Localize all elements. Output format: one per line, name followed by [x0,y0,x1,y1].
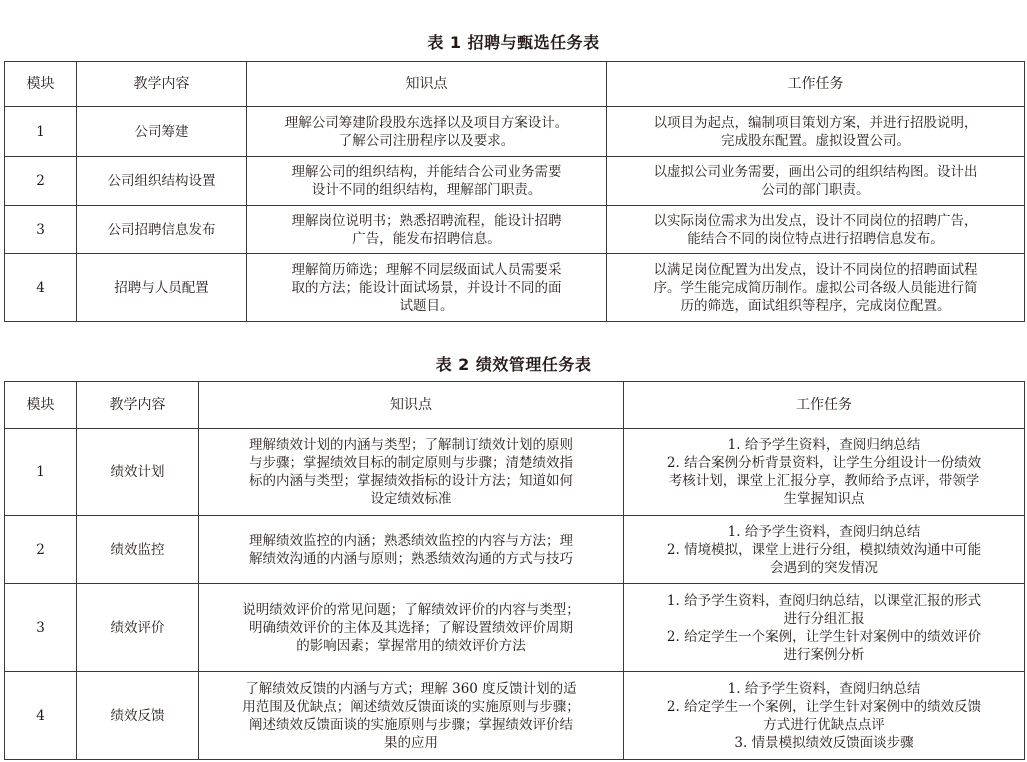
task-cell: 以满足岗位配置为出发点，设计不同岗位的招聘面试程 序。学生能完成简历制作。虚拟公司各级人员能进行简 历的筛选，面试组织等程序，完成岗位配置。 [607,254,1025,322]
knowledge-cell: 理解绩效监控的内涵；熟悉绩效监控的内容与方法；理 解绩效沟通的内涵与原则；熟悉绩效沟通的方式与技巧 [199,516,624,584]
table-row [5,254,1025,322]
task-cell: 1. 给予学生资料，查阅归纳总结 2. 情境模拟，课堂上进行分组，模拟绩效沟通中可能 会遇到的突发情况 [624,516,1025,584]
knowledge-cell: 了解绩效反馈的内涵与方式；理解 360 度反馈计划的适 用范围及优缺点；阐述绩效反馈面谈的实施原则与步骤； 阐述绩效反馈面谈的实施原则与步骤；掌握绩效评价结 果的应用 [199,672,624,760]
module-cell: 2 [5,157,77,206]
header-content: 教学内容 [77,382,199,429]
header-module: 模块 [5,382,77,429]
content-cell: 公司筹建 [77,107,247,157]
task-cell: 1. 给予学生资料，查阅归纳总结，以课堂汇报的形式 进行分组汇报 2. 给定学生一个案例，让学生针对案例中的绩效评价 进行案例分析 [624,584,1025,672]
knowledge-cell: 说明绩效评价的常见问题；了解绩效评价的内容与类型； 明确绩效评价的主体及其选择；了解设置绩效评价周期 的影响因素；掌握常用的绩效评价方法 [199,584,624,672]
content-cell: 招聘与人员配置 [77,254,247,322]
header-module: 模块 [5,62,77,107]
content-cell: 绩效监控 [77,516,199,584]
content-cell: 绩效评价 [77,584,199,672]
table-row [5,206,1025,254]
header-content: 教学内容 [77,62,247,107]
header-task: 工作任务 [624,382,1025,429]
module-cell: 4 [5,254,77,322]
table-header-row [5,62,1025,107]
header-knowledge: 知识点 [199,382,624,429]
module-cell: 3 [5,206,77,254]
header-knowledge: 知识点 [247,62,607,107]
knowledge-cell: 理解岗位说明书；熟悉招聘流程，能设计招聘 广告，能发布招聘信息。 [247,206,607,254]
header-task: 工作任务 [607,62,1025,107]
task-cell: 1. 给予学生资料，查阅归纳总结 2. 给定学生一个案例，让学生针对案例中的绩效反馈 方式进行优缺点点评 3. 情景模拟绩效反馈面谈步骤 [624,672,1025,760]
content-cell: 绩效反馈 [77,672,199,760]
knowledge-cell: 理解绩效计划的内涵与类型；了解制订绩效计划的原则 与步骤；掌握绩效目标的制定原则与步骤；清楚绩效指 标的内涵与类型；掌握绩效指标的设计方法；知道如何 设定绩效标准 [199,429,624,516]
knowledge-cell: 理解简历筛选；理解不同层级面试人员需要采 取的方法；能设计面试场景，并设计不同的面 试题目。 [247,254,607,322]
table-header-row [5,382,1025,429]
content-cell: 绩效计划 [77,429,199,516]
table2-title: 表 2 绩效管理任务表 [435,355,592,374]
content-cell: 公司组织结构设置 [77,157,247,206]
performance-task-table [4,381,1025,760]
knowledge-cell: 理解公司的组织结构，并能结合公司业务需要 设计不同的组织结构，理解部门职责。 [247,157,607,206]
module-cell: 1 [5,107,77,157]
table-row [5,429,1025,516]
table-row [5,516,1025,584]
task-cell: 以项目为起点，编制项目策划方案，并进行招股说明， 完成股东配置。虚拟设置公司。 [607,107,1025,157]
task-cell: 以实际岗位需求为出发点，设计不同岗位的招聘广告， 能结合不同的岗位特点进行招聘信息发布。 [607,206,1025,254]
table1-title: 表 1 招聘与甄选任务表 [427,33,600,52]
task-cell: 1. 给予学生资料，查阅归纳总结 2. 结合案例分析背景资料，让学生分组设计一份绩效 考核计划，课堂上汇报分享，教师给予点评，带领学 生掌握知识点 [624,429,1025,516]
task-cell: 以虚拟公司业务需要，画出公司的组织结构图。设计出 公司的部门职责。 [607,157,1025,206]
table-row [5,584,1025,672]
knowledge-cell: 理解公司筹建阶段股东选择以及项目方案设计。 了解公司注册程序以及要求。 [247,107,607,157]
module-cell: 3 [5,584,77,672]
table-row [5,157,1025,206]
module-cell: 2 [5,516,77,584]
table-row [5,107,1025,157]
content-cell: 公司招聘信息发布 [77,206,247,254]
table-row [5,672,1025,760]
module-cell: 4 [5,672,77,760]
module-cell: 1 [5,429,77,516]
recruitment-task-table [4,61,1025,322]
